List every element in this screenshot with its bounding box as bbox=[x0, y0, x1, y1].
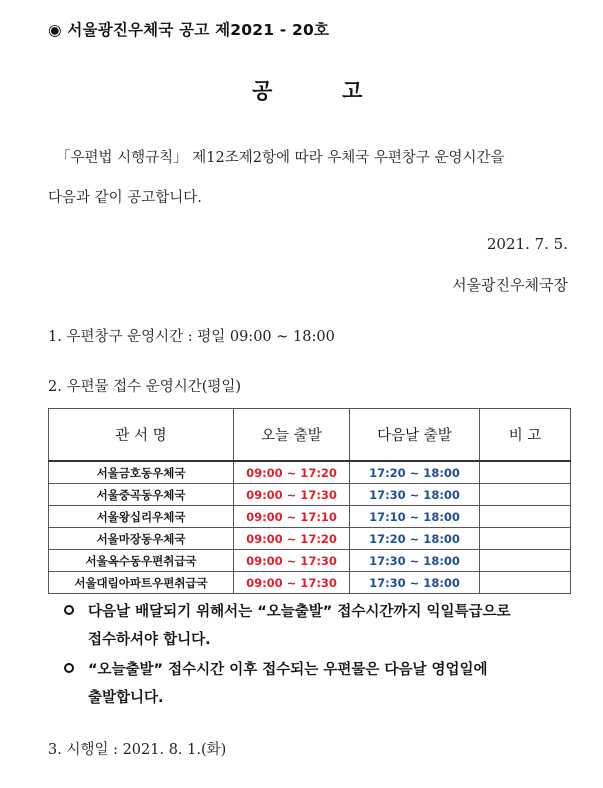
schedule-table bbox=[48, 408, 571, 594]
section-1 bbox=[48, 325, 335, 346]
bullet-circle-icon bbox=[64, 663, 74, 673]
section-3-label: 시행일 : bbox=[66, 742, 118, 758]
row-note bbox=[480, 572, 571, 594]
today-hours: 09:00 ~ 17:20 bbox=[234, 528, 350, 550]
section-2 bbox=[48, 375, 241, 396]
today-hours: 09:00 ~ 17:30 bbox=[234, 550, 350, 572]
notice-date: 2021. 7. 5. bbox=[486, 235, 568, 253]
intro-line-2: 다음과 같이 공고합니다. bbox=[48, 190, 202, 206]
section-2-label: 우편물 접수 운영시간(평일) bbox=[66, 379, 242, 395]
today-hours: 09:00 ~ 17:20 bbox=[234, 461, 350, 484]
table-row bbox=[49, 528, 571, 550]
table-row bbox=[49, 461, 571, 484]
note-2-line-2: 출발합니다. bbox=[88, 690, 164, 706]
table-row bbox=[49, 550, 571, 572]
section-1-value: 평일 09:00 ~ 18:00 bbox=[197, 329, 335, 345]
office-name: 서울마장동우체국 bbox=[49, 528, 234, 550]
note-1-line-1: 다음날 배달되기 위해서는 “오늘출발” 접수시간까지 익일특급으로 bbox=[88, 604, 511, 620]
section-2-number: 2. bbox=[48, 379, 62, 395]
today-hours: 09:00 ~ 17:30 bbox=[234, 484, 350, 506]
note-1-line-2: 접수하셔야 합니다. bbox=[88, 632, 211, 648]
table-row bbox=[49, 506, 571, 528]
nextday-hours: 17:20 ~ 18:00 bbox=[350, 528, 480, 550]
table-header-row bbox=[49, 409, 571, 462]
table-row bbox=[49, 484, 571, 506]
row-note bbox=[480, 550, 571, 572]
nextday-hours: 17:20 ~ 18:00 bbox=[350, 461, 480, 484]
office-name: 서울대림아파트우편취급국 bbox=[49, 572, 234, 594]
note-2-line-1: “오늘출발” 접수시간 이후 접수되는 우편물은 다음날 영업일에 bbox=[88, 662, 488, 678]
office-name: 서울중곡동우체국 bbox=[49, 484, 234, 506]
intro-line-1: 「우편법 시행규칙」 제12조제2항에 따라 우체국 우편창구 운영시간을 bbox=[56, 150, 505, 166]
office-name: 서울옥수동우편취급국 bbox=[49, 550, 234, 572]
today-hours: 09:00 ~ 17:10 bbox=[234, 506, 350, 528]
section-1-label: 우편창구 운영시간 : bbox=[66, 329, 193, 345]
today-hours: 09:00 ~ 17:30 bbox=[234, 572, 350, 594]
document-title-char-1: 공 bbox=[252, 79, 273, 103]
table-row bbox=[49, 572, 571, 594]
row-note bbox=[480, 484, 571, 506]
notice-header: ◉ 서울광진우체국 공고 제2021 - 20호 bbox=[48, 21, 330, 39]
section-3-value: 2021. 8. 1.(화) bbox=[122, 742, 227, 758]
office-name: 서울금호동우체국 bbox=[49, 461, 234, 484]
office-name: 서울왕십리우체국 bbox=[49, 506, 234, 528]
header-office: 관 서 명 bbox=[49, 409, 234, 462]
row-note bbox=[480, 528, 571, 550]
nextday-hours: 17:30 ~ 18:00 bbox=[350, 484, 480, 506]
nextday-hours: 17:30 ~ 18:00 bbox=[350, 572, 480, 594]
section-1-number: 1. bbox=[48, 329, 62, 345]
header-note: 비 고 bbox=[480, 409, 571, 462]
nextday-hours: 17:30 ~ 18:00 bbox=[350, 550, 480, 572]
header-nextday: 다음날 출발 bbox=[350, 409, 480, 462]
row-note bbox=[480, 461, 571, 484]
bullet-circle-icon bbox=[64, 605, 74, 615]
document-title-char-2: 고 bbox=[342, 79, 363, 103]
section-3-number: 3. bbox=[48, 742, 62, 758]
issuer-name: 서울광진우체국장 bbox=[452, 276, 568, 294]
row-note bbox=[480, 506, 571, 528]
nextday-hours: 17:10 ~ 18:00 bbox=[350, 506, 480, 528]
header-today: 오늘 출발 bbox=[234, 409, 350, 462]
section-3 bbox=[48, 738, 226, 759]
